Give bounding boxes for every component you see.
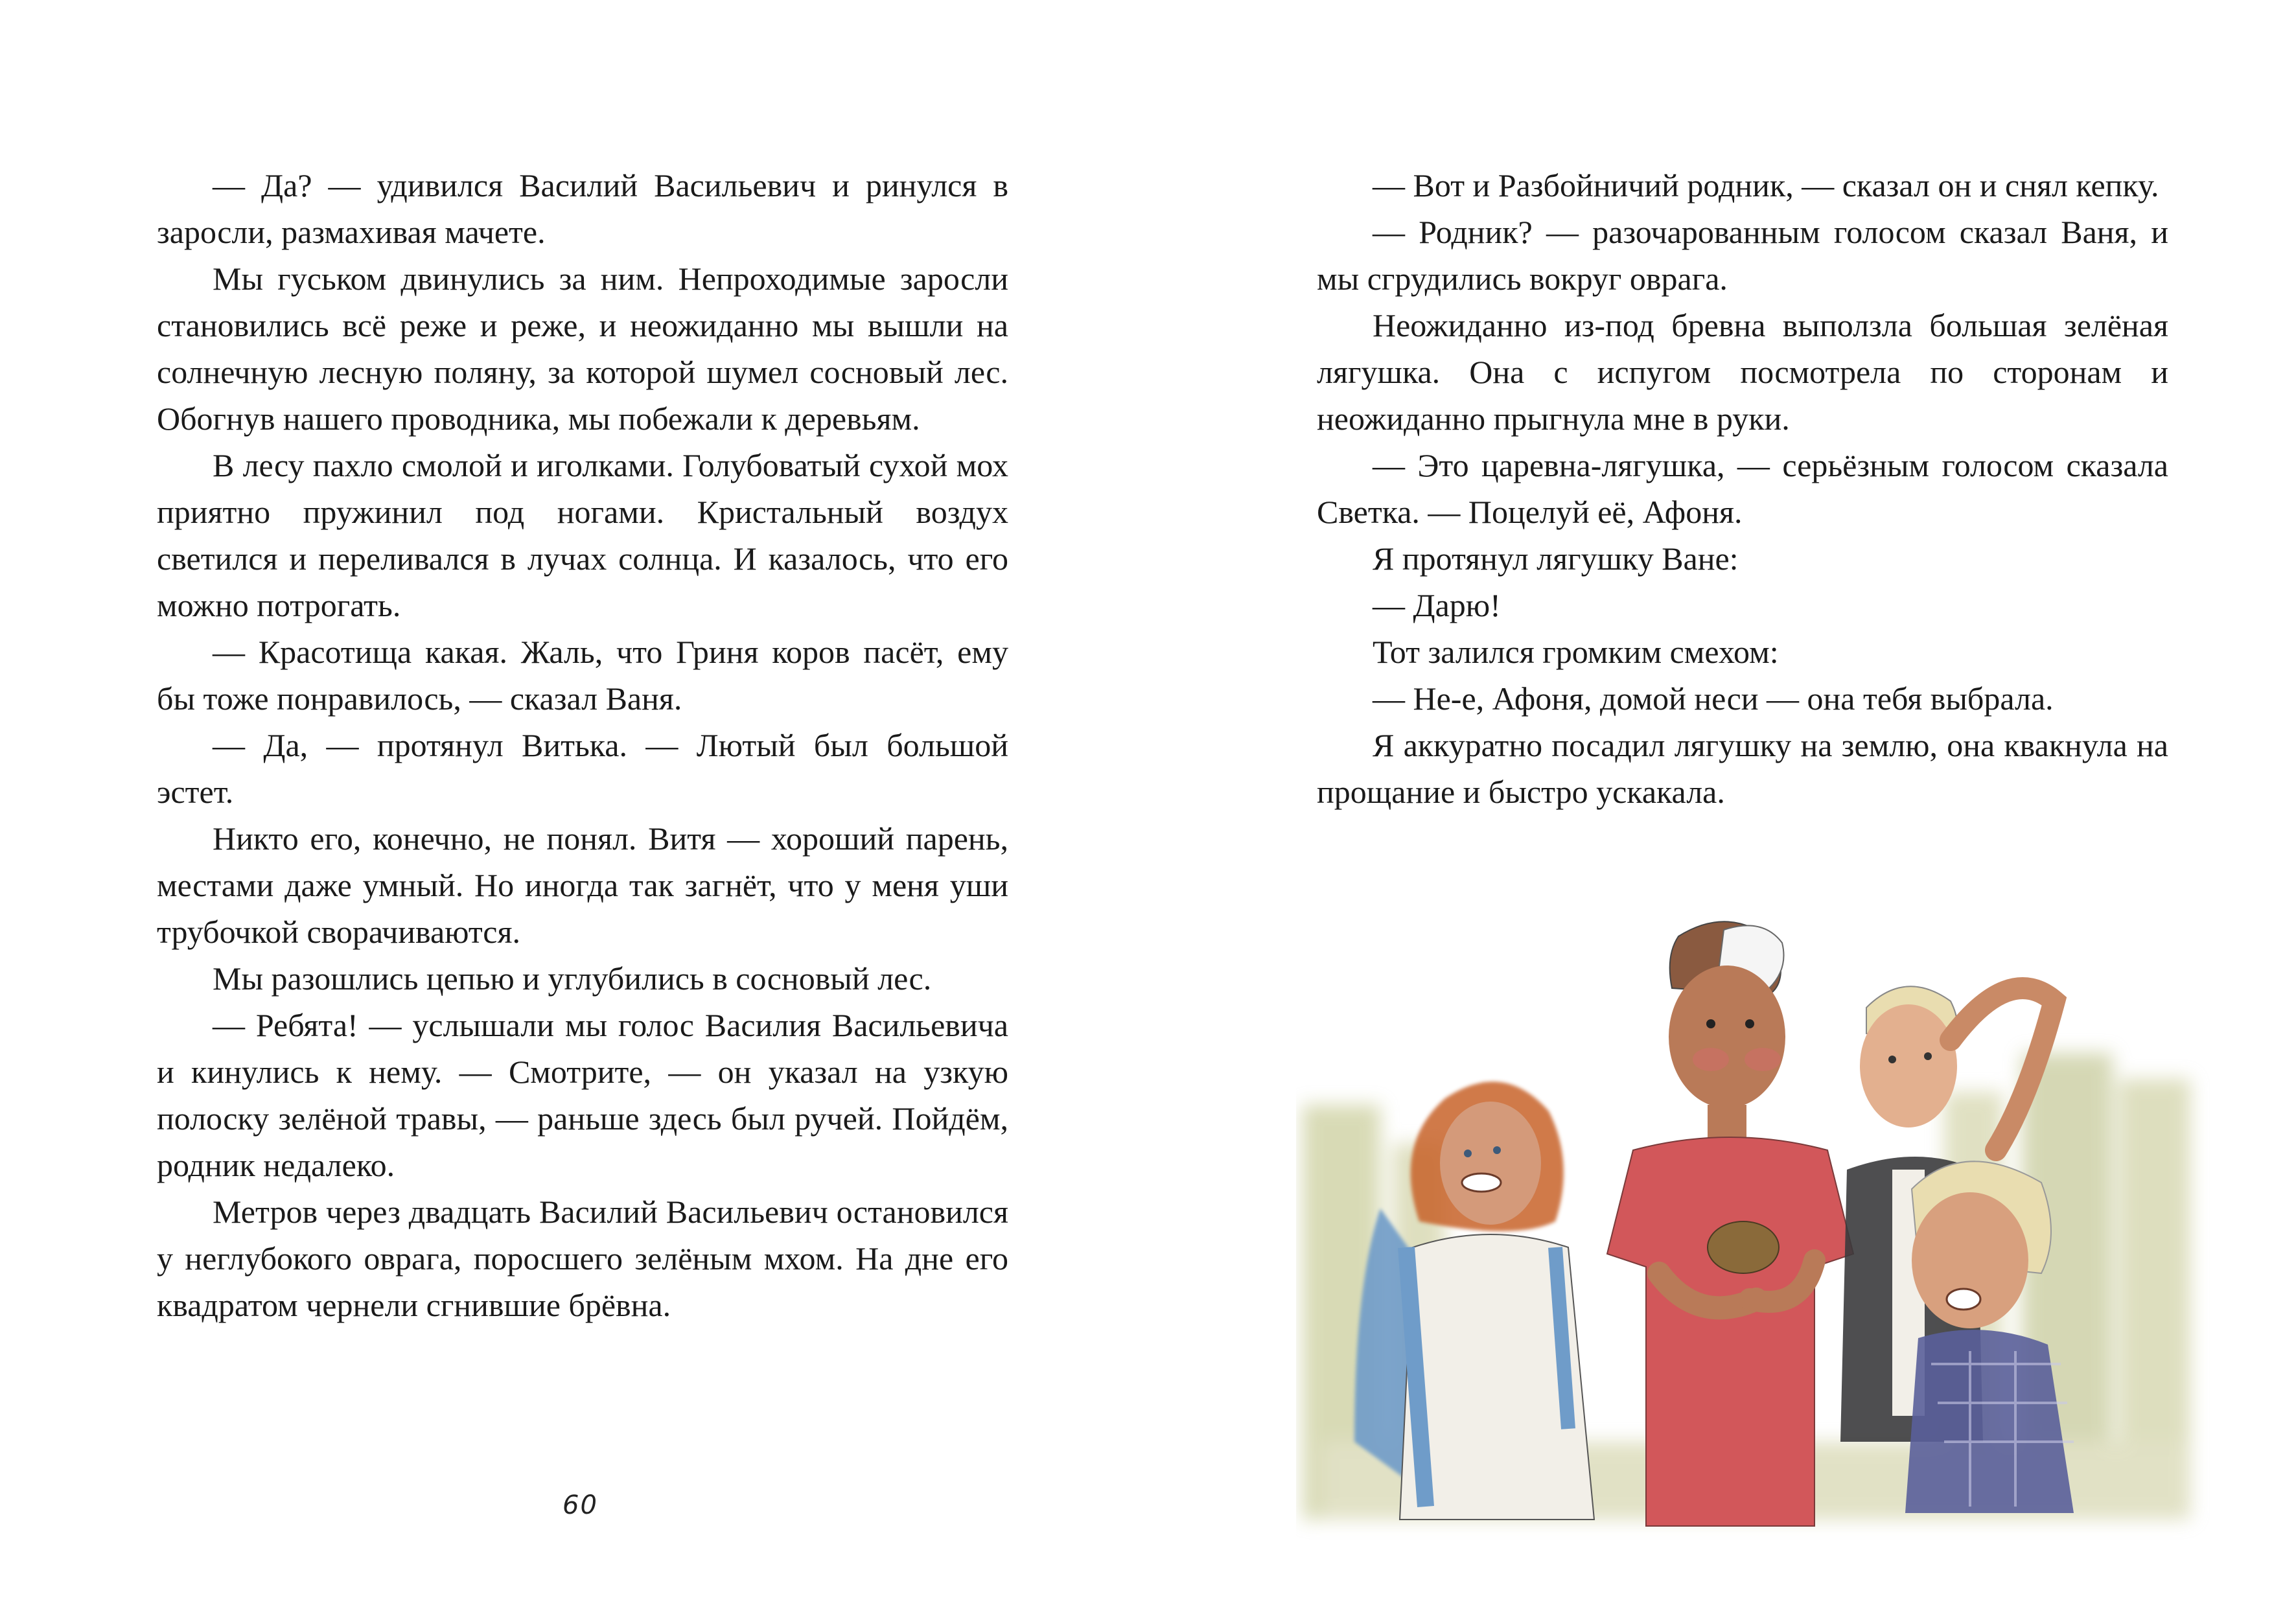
right-page — [1148, 0, 2296, 1607]
paragraph: — Да, — протянул Витька. — Лютый был большой эстет. — [157, 727, 1008, 810]
left-page-text — [157, 162, 1008, 1328]
paragraph: Тот залился громким смехом: — [1373, 634, 1779, 670]
paragraph: Метров через двадцать Василий Васильевич остановился у неглубокого оврага, поросшего зелёным мхом. На дне его квадратом чернели сгнившие брёвна. — [157, 1194, 1008, 1323]
paragraph: — Ребята! — услышали мы голос Василия Васильевича и кинулись к нему. — Смотрите, — он указал на узкую полоску зелёной травы, — раньше здесь был ручей. Пойдём, родник недалеко. — [157, 1007, 1008, 1183]
paragraph: — Красотища какая. Жаль, что Гриня коров пасёт, ему бы тоже понравилось, — сказал Ваня. — [157, 634, 1008, 717]
paragraph: — Не-е, Афоня, домой неси — она тебя выбрала. — [1373, 680, 2054, 717]
paragraph: Никто его, конечно, не понял. Витя — хороший парень, местами даже умный. Но иногда так загнёт, что у меня уши трубочкой сворачиваются. — [157, 820, 1008, 950]
paragraph: Неожиданно из-под бревна выползла большая зелёная лягушка. Она с испугом посмотрела по сторонам и неожиданно прыгнула мне в руки. — [1317, 307, 2168, 437]
paragraph: Я аккуратно посадил лягушку на землю, она квакнула на прощание и быстро ускакала. — [1317, 727, 2168, 810]
children-with-frog-illustration — [1296, 910, 2216, 1552]
paragraph: — Вот и Разбойничий родник, — сказал он и снял кепку. — [1373, 167, 2159, 203]
paragraph: — Да? — удивился Василий Васильевич и ринулся в заросли, размахивая мачете. — [157, 167, 1008, 250]
page-number: 60 — [562, 1490, 598, 1520]
right-page-text — [1317, 162, 2168, 815]
paragraph: — Это царевна-лягушка, — серьёзным голосом сказала Светка. — Поцелуй её, Афоня. — [1317, 447, 2168, 530]
paragraph: Мы гуськом двинулись за ним. Непроходимые заросли становились всё реже и реже, и неожиданно мы вышли на солнечную лесную поляну, за которой шумел сосновый лес. Обогнув нашего проводника, мы побежали к деревьям. — [157, 260, 1008, 437]
girl-figure — [1354, 1081, 1594, 1520]
paragraph: В лесу пахло смолой и иголками. Голубоватый сухой мох приятно пружинил под ногами. Кристальный воздух светился и переливался в лучах солнца. И казалось, что его можно потрогать. — [157, 447, 1008, 623]
paragraph: — Родник? — разочарованным голосом сказал Ваня, и мы сгрудились вокруг оврага. — [1317, 214, 2168, 297]
frog — [1708, 1221, 1779, 1273]
tall-boy-figure — [1607, 921, 1853, 1526]
paragraph: Мы разошлись цепью и углубились в сосновый лес. — [213, 960, 932, 997]
paragraph: Я протянул лягушку Ване: — [1373, 540, 1739, 577]
paragraph: — Дарю! — [1373, 587, 1501, 623]
